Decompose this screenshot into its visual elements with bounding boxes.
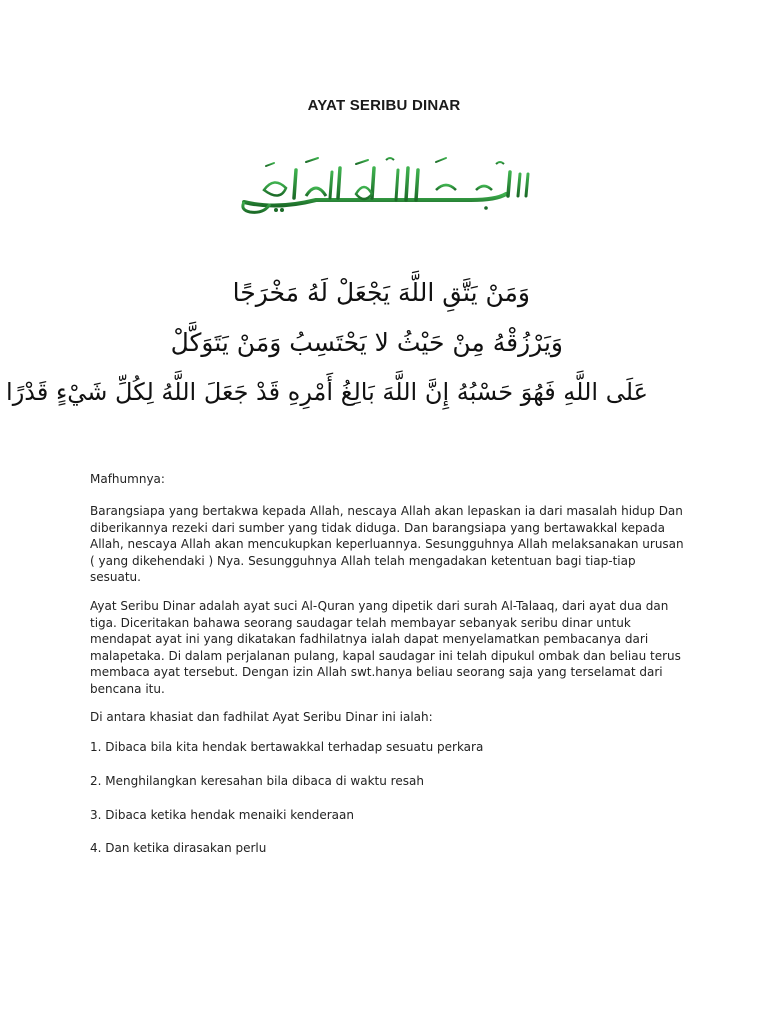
benefit-item: 1. Dibaca bila kita hendak bertawakkal terhadap sesuatu perkara [90, 740, 484, 754]
benefit-item: 2. Menghilangkan keresahan bila dibaca di waktu resah [90, 774, 424, 788]
arabic-verse-line-1: وَمَنْ يَتَّقِ اللَّهَ يَجْعَلْ لَهُ مَخْرَجًا [232, 278, 530, 307]
meaning-paragraph: Barangsiapa yang bertakwa kepada Allah, nescaya Allah akan lepaskan ia dari masalah hidup Dan diberikannya rezeki dari sumber yang tidak diduga. Dan barangsiapa yang bertawakkal kepada Allah, nescaya Allah akan mencukupkan keperluannya. Sesungguhnya Allah melaksanakan urusan ( yang dikehendaki ) Nya. Sesungguhnya Allah telah mengadakan ketentuan bagi tiap-tiap sesuatu. [90, 504, 684, 584]
basmalah-calligraphy-image [236, 150, 536, 218]
benefit-item: 3. Dibaca ketika hendak menaiki kenderaan [90, 808, 354, 822]
benefit-item: 4. Dan ketika dirasakan perlu [90, 841, 267, 855]
arabic-verse-line-3: عَلَى اللَّهِ فَهُوَ حَسْبُهُ إِنَّ اللَّهَ بَالِغُ أَمْرِهِ قَدْ جَعَلَ اللَّهُ لِكُلِّ شَيْءٍ قَدْرًا [6, 378, 648, 406]
arabic-verse-line-2: وَيَرْزُقْهُ مِنْ حَيْثُ لا يَحْتَسِبُ وَمَنْ يَتَوَكَّلْ [170, 328, 563, 357]
mafhum-label: Mafhumnya: [90, 472, 165, 486]
benefits-intro: Di antara khasiat dan fadhilat Ayat Seribu Dinar ini ialah: [90, 710, 433, 724]
page-title: AYAT SERIBU DINAR [307, 97, 461, 114]
story-paragraph: Ayat Seribu Dinar adalah ayat suci Al-Quran yang dipetik dari surah Al-Talaaq, dari ayat dua dan tiga. Diceritakan bahawa seorang saudagar telah membayar sebanyak seribu dinar untuk mendapat ayat ini yang dikatakan fadhilatnya ialah dapat menyelamatkan pembacanya dari malapetaka. Di dalam perjalanan pulang, kapal saudagar ini telah dipukul ombak dan beliau terus membaca ayat tersebut. Dengan izin Allah swt.hanya beliau seorang saja yang terselamat dari bencana itu. [90, 599, 681, 696]
